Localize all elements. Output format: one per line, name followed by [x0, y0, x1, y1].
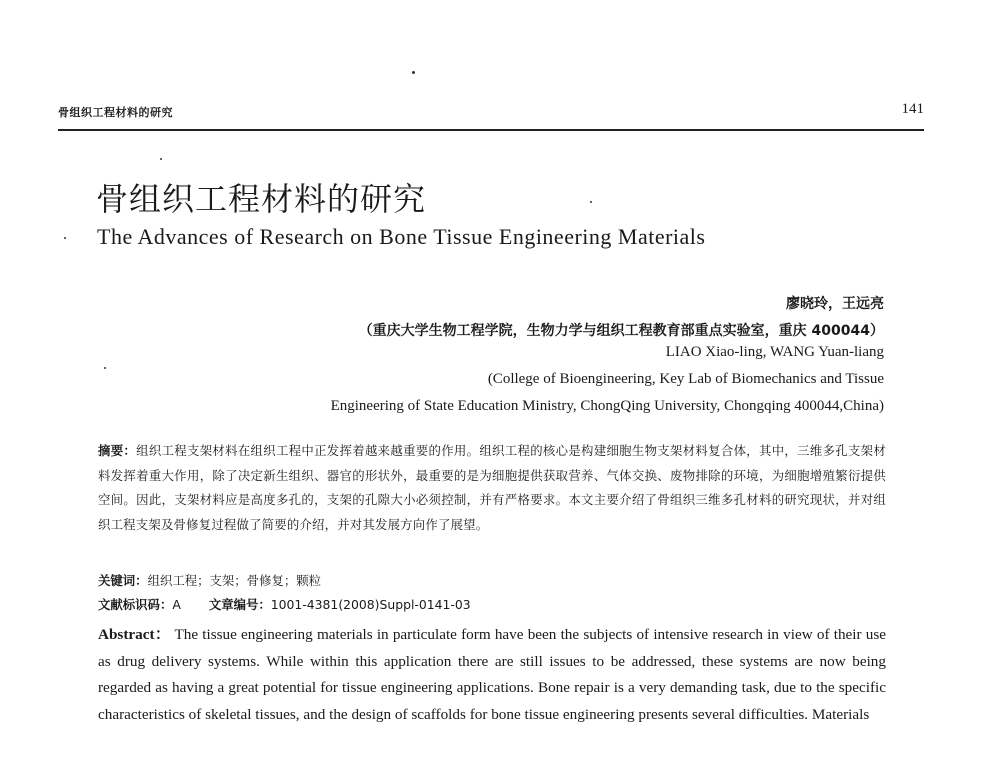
- abstract-chinese-label: 摘要：: [98, 443, 137, 458]
- article-number-label: 文章编号：: [208, 597, 271, 612]
- authors-english: LIAO Xiao-ling, WANG Yuan-liang: [665, 344, 884, 360]
- document-code: A: [172, 597, 181, 612]
- scan-speck: [412, 71, 415, 74]
- scan-speck: [160, 158, 162, 160]
- header-rule: [58, 129, 924, 131]
- article-title-chinese: 骨组织工程材料的研究: [96, 180, 427, 218]
- keywords-label: 关键词：: [98, 573, 148, 588]
- article-title-english: The Advances of Research on Bone Tissue Engineering Materials: [97, 224, 706, 249]
- document-code-label: 文献标识码：: [98, 597, 173, 612]
- scan-speck: [64, 237, 66, 239]
- abstract-chinese: [98, 439, 886, 537]
- abstract-chinese-text: 组织工程支架材料在组织工程中正发挥着越来越重要的作用。组织工程的核心是构建细胞生物支架材料复合体，其中，三维多孔支架材料发挥着重大作用，除了决定新生组织、器官的形状外，最重要的是为细胞提供获取营养、气体交换、废物排除的环境，为细胞增殖繁衍提供空间。因此，支架材料应是高度多孔的，支架的孔隙大小必须控制，并有严格要求。本文主要介绍了骨组织三维多孔材料的研究现状，并对组织工程支架及骨修复过程做了简要的介绍，并对其发展方向作了展望。: [98, 443, 886, 532]
- abstract-english-label: Abstract：: [98, 626, 171, 643]
- classification-line: [98, 595, 471, 613]
- keywords-text: 组织工程；支架；骨修复；颗粒: [147, 573, 322, 588]
- scan-speck: [590, 201, 592, 203]
- running-title: 骨组织工程材料的研究: [58, 106, 173, 119]
- abstract-english: [98, 622, 886, 728]
- affiliation-english-line-2: Engineering of State Education Ministry, ChongQing University, Chongqing 400044,China): [330, 398, 884, 414]
- scan-speck: [104, 367, 106, 369]
- affiliation-chinese: （重庆大学生物工程学院，生物力学与组织工程教育部重点实验室，重庆 400044）: [358, 323, 884, 339]
- article-number: 1001-4381(2008)Suppl-0141-03: [270, 597, 471, 612]
- affiliation-english-line-1: (College of Bioengineering, Key Lab of Biomechanics and Tissue: [487, 371, 884, 387]
- page-number: 141: [901, 101, 924, 117]
- authors-chinese: 廖晓玲，王远亮: [786, 296, 884, 312]
- keywords-line: [98, 571, 321, 589]
- abstract-english-text: The tissue engineering materials in particulate form have been the subjects of intensive research in view of their use as drug delivery systems. While within this application there are still issues to be addressed, these systems are now being regarded as having a great potential for tissue engineering applications. Bone repair is a very demanding task, due to the specific characteristics of skeletal tissues, and the design of scaffolds for bone tissue engineering presents several difficulties. Materials: [98, 626, 887, 723]
- running-header: [58, 101, 924, 121]
